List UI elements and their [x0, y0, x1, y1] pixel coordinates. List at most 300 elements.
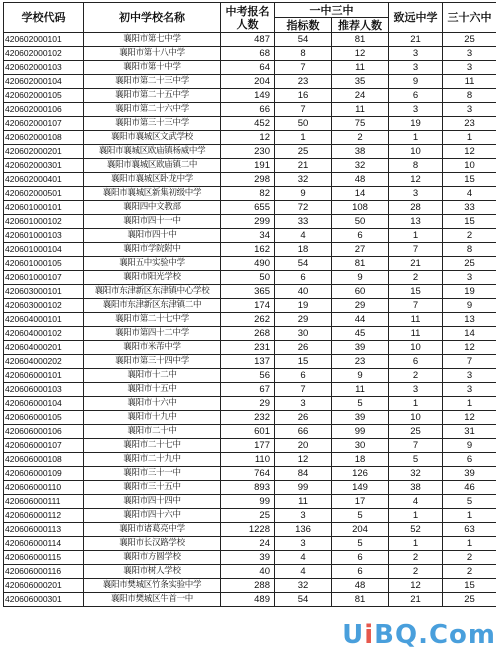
school-name-cell: 襄阳市三十一中	[84, 467, 221, 481]
school-code-cell: 420602000301	[4, 159, 84, 173]
school-code-cell: 420604000102	[4, 327, 84, 341]
recommend-cell: 75	[332, 117, 389, 131]
recommend-cell: 6	[332, 229, 389, 243]
quota-cell: 29	[275, 313, 332, 327]
table-row	[4, 47, 497, 61]
zhiyuan-cell: 10	[389, 411, 443, 425]
recommend-cell: 11	[332, 103, 389, 117]
school-36-cell: 5	[443, 495, 497, 509]
applicants-cell: 174	[221, 299, 275, 313]
school-name-cell: 襄阳市第二十五中学	[84, 89, 221, 103]
school-code-cell: 420606000111	[4, 495, 84, 509]
applicants-cell: 137	[221, 355, 275, 369]
recommend-cell: 81	[332, 593, 389, 607]
recommend-cell: 60	[332, 285, 389, 299]
school-name-cell: 襄阳市第二十六中学	[84, 103, 221, 117]
applicants-cell: 56	[221, 369, 275, 383]
quota-cell: 54	[275, 593, 332, 607]
school-code-cell: 420604000201	[4, 341, 84, 355]
school-code-cell: 420606000114	[4, 537, 84, 551]
recommend-cell: 44	[332, 313, 389, 327]
school-code-cell: 420602000103	[4, 61, 84, 75]
school-code-cell: 420602000108	[4, 131, 84, 145]
quota-cell: 32	[275, 579, 332, 593]
recommend-cell: 126	[332, 467, 389, 481]
applicants-cell: 298	[221, 173, 275, 187]
quota-cell: 3	[275, 397, 332, 411]
recommend-cell: 11	[332, 61, 389, 75]
table-row	[4, 159, 497, 173]
applicants-cell: 365	[221, 285, 275, 299]
table-row	[4, 369, 497, 383]
quota-cell: 66	[275, 425, 332, 439]
school-36-cell: 6	[443, 453, 497, 467]
school-name-cell: 襄阳市方圆学校	[84, 551, 221, 565]
recommend-cell: 9	[332, 369, 389, 383]
applicants-cell: 1228	[221, 523, 275, 537]
zhiyuan-cell: 1	[389, 537, 443, 551]
school-name-cell: 襄阳市第十八中学	[84, 47, 221, 61]
school-36-cell: 19	[443, 285, 497, 299]
recommend-cell: 48	[332, 579, 389, 593]
school-name-cell: 襄阳市十五中	[84, 383, 221, 397]
table-row	[4, 495, 497, 509]
zhiyuan-cell: 6	[389, 89, 443, 103]
zhiyuan-cell: 6	[389, 355, 443, 369]
quota-cell: 32	[275, 173, 332, 187]
header-yizhong-sanzhong: 一中三中	[275, 3, 389, 18]
recommend-cell: 81	[332, 33, 389, 47]
quota-cell: 9	[275, 187, 332, 201]
recommend-cell: 204	[332, 523, 389, 537]
school-name-cell: 襄阳市四十中	[84, 229, 221, 243]
table-row	[4, 523, 497, 537]
school-code-cell: 420602000101	[4, 33, 84, 47]
zhiyuan-cell: 7	[389, 243, 443, 257]
applicants-cell: 68	[221, 47, 275, 61]
zhiyuan-cell: 5	[389, 453, 443, 467]
zhiyuan-cell: 1	[389, 229, 443, 243]
recommend-cell: 45	[332, 327, 389, 341]
quota-cell: 26	[275, 411, 332, 425]
school-36-cell: 15	[443, 173, 497, 187]
school-36-cell: 9	[443, 439, 497, 453]
school-36-cell: 9	[443, 299, 497, 313]
applicants-cell: 299	[221, 215, 275, 229]
school-36-cell: 3	[443, 369, 497, 383]
school-name-cell: 襄阳市二十七中	[84, 439, 221, 453]
table-row	[4, 313, 497, 327]
recommend-cell: 2	[332, 131, 389, 145]
applicants-cell: 82	[221, 187, 275, 201]
recommend-cell: 32	[332, 159, 389, 173]
quota-cell: 3	[275, 537, 332, 551]
table-row	[4, 355, 497, 369]
school-code-cell: 420603000102	[4, 299, 84, 313]
recommend-cell: 149	[332, 481, 389, 495]
recommend-cell: 27	[332, 243, 389, 257]
school-36-cell: 8	[443, 243, 497, 257]
table-row	[4, 215, 497, 229]
applicants-cell: 764	[221, 467, 275, 481]
applicants-cell: 893	[221, 481, 275, 495]
zhiyuan-cell: 52	[389, 523, 443, 537]
header-school-code: 学校代码	[4, 3, 84, 33]
applicants-cell: 67	[221, 383, 275, 397]
school-code-cell: 420602000501	[4, 187, 84, 201]
quota-cell: 84	[275, 467, 332, 481]
school-36-cell: 63	[443, 523, 497, 537]
applicants-cell: 204	[221, 75, 275, 89]
recommend-cell: 24	[332, 89, 389, 103]
applicants-cell: 490	[221, 257, 275, 271]
school-36-cell: 15	[443, 579, 497, 593]
school-36-cell: 12	[443, 341, 497, 355]
applicants-cell: 39	[221, 551, 275, 565]
zhiyuan-cell: 3	[389, 383, 443, 397]
school-code-cell: 420606000110	[4, 481, 84, 495]
school-code-cell: 420606000301	[4, 593, 84, 607]
school-code-cell: 420602000106	[4, 103, 84, 117]
table-row	[4, 201, 497, 215]
school-name-cell: 襄阳市十二中	[84, 369, 221, 383]
zhiyuan-cell: 2	[389, 565, 443, 579]
recommend-cell: 50	[332, 215, 389, 229]
school-code-cell: 420601000105	[4, 257, 84, 271]
school-name-cell: 襄阳市诸葛亮中学	[84, 523, 221, 537]
school-code-cell: 420602000102	[4, 47, 84, 61]
quota-cell: 3	[275, 509, 332, 523]
table-row	[4, 257, 497, 271]
table-row	[4, 383, 497, 397]
school-code-cell: 420604000202	[4, 355, 84, 369]
zhiyuan-cell: 21	[389, 257, 443, 271]
quota-cell: 40	[275, 285, 332, 299]
school-name-cell: 襄阳市襄城区文武学校	[84, 131, 221, 145]
school-36-cell: 2	[443, 565, 497, 579]
school-36-cell: 13	[443, 313, 497, 327]
school-36-cell: 1	[443, 537, 497, 551]
school-name-cell: 襄阳市第三十三中学	[84, 117, 221, 131]
quota-cell: 26	[275, 341, 332, 355]
quota-cell: 8	[275, 47, 332, 61]
school-code-cell: 420606000108	[4, 453, 84, 467]
zhiyuan-cell: 11	[389, 327, 443, 341]
school-code-cell: 420606000105	[4, 411, 84, 425]
quota-cell: 18	[275, 243, 332, 257]
quota-cell: 54	[275, 33, 332, 47]
quota-cell: 136	[275, 523, 332, 537]
applicants-cell: 12	[221, 131, 275, 145]
school-name-cell: 襄阳市十六中	[84, 397, 221, 411]
school-name-cell: 襄阳市学院附中	[84, 243, 221, 257]
applicants-cell: 489	[221, 593, 275, 607]
school-36-cell: 1	[443, 397, 497, 411]
table-row	[4, 187, 497, 201]
school-name-cell: 襄阳市襄城区新集初级中学	[84, 187, 221, 201]
school-name-cell: 襄阳市樊城区竹条实验中学	[84, 579, 221, 593]
table-row	[4, 229, 497, 243]
applicants-cell: 262	[221, 313, 275, 327]
recommend-cell: 39	[332, 411, 389, 425]
applicants-cell: 177	[221, 439, 275, 453]
quota-cell: 4	[275, 565, 332, 579]
table-row	[4, 551, 497, 565]
school-name-cell: 襄阳市第四十二中学	[84, 327, 221, 341]
recommend-cell: 35	[332, 75, 389, 89]
table-row	[4, 593, 497, 607]
recommend-cell: 11	[332, 383, 389, 397]
school-code-cell: 420606000113	[4, 523, 84, 537]
recommend-cell: 108	[332, 201, 389, 215]
school-36-cell: 11	[443, 75, 497, 89]
header-school-name: 初中学校名称	[84, 3, 221, 33]
quota-cell: 54	[275, 257, 332, 271]
header-zhiyuan: 致远中学	[389, 3, 443, 33]
recommend-cell: 23	[332, 355, 389, 369]
table-row	[4, 537, 497, 551]
school-name-cell: 襄阳市长汉路学校	[84, 537, 221, 551]
applicants-cell: 99	[221, 495, 275, 509]
applicants-cell: 24	[221, 537, 275, 551]
school-name-cell: 襄阳市第二十七中学	[84, 313, 221, 327]
recommend-cell: 18	[332, 453, 389, 467]
header-recommend: 推荐人数	[332, 18, 389, 33]
school-code-cell: 420606000101	[4, 369, 84, 383]
recommend-cell: 99	[332, 425, 389, 439]
table-body	[4, 33, 497, 607]
school-name-cell: 襄阳市米芾中学	[84, 341, 221, 355]
school-36-cell: 4	[443, 187, 497, 201]
school-name-cell: 襄阳市襄城区卧龙中学	[84, 173, 221, 187]
zhiyuan-cell: 10	[389, 145, 443, 159]
zhiyuan-cell: 25	[389, 425, 443, 439]
table-row	[4, 173, 497, 187]
score-quota-table-sheet	[3, 2, 496, 654]
quota-cell: 7	[275, 61, 332, 75]
zhiyuan-cell: 4	[389, 495, 443, 509]
school-code-cell: 420601000102	[4, 215, 84, 229]
zhiyuan-cell: 3	[389, 61, 443, 75]
school-36-cell: 2	[443, 551, 497, 565]
table-row	[4, 131, 497, 145]
school-code-cell: 420606000106	[4, 425, 84, 439]
school-name-cell: 襄阳市树人学校	[84, 565, 221, 579]
school-name-cell: 襄阳市樊城区牛首一中	[84, 593, 221, 607]
school-36-cell: 23	[443, 117, 497, 131]
school-code-cell: 420606000107	[4, 439, 84, 453]
applicants-cell: 64	[221, 61, 275, 75]
school-code-cell: 420606000112	[4, 509, 84, 523]
table-row	[4, 327, 497, 341]
applicants-cell: 452	[221, 117, 275, 131]
header-quota: 指标数	[275, 18, 332, 33]
table-row	[4, 411, 497, 425]
school-36-cell: 46	[443, 481, 497, 495]
watermark-suffix: BQ.Com	[374, 620, 496, 650]
school-code-cell: 420601000104	[4, 243, 84, 257]
table-row	[4, 439, 497, 453]
recommend-cell: 5	[332, 537, 389, 551]
applicants-cell: 34	[221, 229, 275, 243]
applicants-cell: 40	[221, 565, 275, 579]
recommend-cell: 48	[332, 173, 389, 187]
quota-cell: 4	[275, 551, 332, 565]
quota-cell: 30	[275, 327, 332, 341]
quota-cell: 6	[275, 271, 332, 285]
quota-cell: 99	[275, 481, 332, 495]
school-36-cell: 14	[443, 327, 497, 341]
school-quota-table	[3, 2, 496, 607]
quota-cell: 1	[275, 131, 332, 145]
school-name-cell: 襄阳市第十中学	[84, 61, 221, 75]
quota-cell: 25	[275, 145, 332, 159]
zhiyuan-cell: 7	[389, 439, 443, 453]
school-name-cell: 襄阳市四十四中	[84, 495, 221, 509]
school-36-cell: 8	[443, 89, 497, 103]
quota-cell: 33	[275, 215, 332, 229]
school-name-cell: 襄阳市襄城区欧庙镇杨威中学	[84, 145, 221, 159]
recommend-cell: 6	[332, 551, 389, 565]
school-36-cell: 25	[443, 593, 497, 607]
applicants-cell: 149	[221, 89, 275, 103]
zhiyuan-cell: 3	[389, 47, 443, 61]
zhiyuan-cell: 2	[389, 551, 443, 565]
quota-cell: 16	[275, 89, 332, 103]
school-36-cell: 10	[443, 159, 497, 173]
school-36-cell: 1	[443, 509, 497, 523]
zhiyuan-cell: 13	[389, 215, 443, 229]
zhiyuan-cell: 1	[389, 397, 443, 411]
school-36-cell: 25	[443, 33, 497, 47]
school-code-cell: 420606000115	[4, 551, 84, 565]
recommend-cell: 39	[332, 341, 389, 355]
recommend-cell: 38	[332, 145, 389, 159]
table-row	[4, 481, 497, 495]
zhiyuan-cell: 8	[389, 159, 443, 173]
school-code-cell: 420606000201	[4, 579, 84, 593]
applicants-cell: 288	[221, 579, 275, 593]
recommend-cell: 17	[332, 495, 389, 509]
quota-cell: 7	[275, 103, 332, 117]
quota-cell: 11	[275, 495, 332, 509]
zhiyuan-cell: 3	[389, 103, 443, 117]
school-code-cell: 420606000103	[4, 383, 84, 397]
applicants-cell: 25	[221, 509, 275, 523]
zhiyuan-cell: 21	[389, 33, 443, 47]
school-name-cell: 襄阳市三十五中	[84, 481, 221, 495]
quota-cell: 4	[275, 229, 332, 243]
applicants-cell: 232	[221, 411, 275, 425]
table-row	[4, 61, 497, 75]
table-header	[4, 3, 497, 33]
school-name-cell: 襄阳市东津新区东津镇二中	[84, 299, 221, 313]
zhiyuan-cell: 2	[389, 369, 443, 383]
recommend-cell: 5	[332, 509, 389, 523]
applicants-cell: 162	[221, 243, 275, 257]
recommend-cell: 81	[332, 257, 389, 271]
school-36-cell: 15	[443, 215, 497, 229]
school-36-cell: 7	[443, 355, 497, 369]
school-name-cell: 襄阳市第三十四中学	[84, 355, 221, 369]
quota-cell: 12	[275, 453, 332, 467]
table-row	[4, 243, 497, 257]
school-name-cell: 襄阳市十九中	[84, 411, 221, 425]
school-36-cell: 3	[443, 47, 497, 61]
table-row	[4, 103, 497, 117]
table-row	[4, 579, 497, 593]
zhiyuan-cell: 21	[389, 593, 443, 607]
table-row	[4, 509, 497, 523]
applicants-cell: 231	[221, 341, 275, 355]
recommend-cell: 9	[332, 271, 389, 285]
school-36-cell: 12	[443, 145, 497, 159]
school-36-cell: 33	[443, 201, 497, 215]
school-36-cell: 39	[443, 467, 497, 481]
table-row	[4, 565, 497, 579]
quota-cell: 6	[275, 369, 332, 383]
school-36-cell: 3	[443, 61, 497, 75]
table-row	[4, 117, 497, 131]
header-school-36: 三十六中	[443, 3, 497, 33]
school-code-cell: 420602000401	[4, 173, 84, 187]
header-applicants: 中考报名人数	[221, 3, 275, 33]
school-name-cell: 襄阳市四十一中	[84, 215, 221, 229]
zhiyuan-cell: 3	[389, 187, 443, 201]
school-name-cell: 襄阳五中实验中学	[84, 257, 221, 271]
recommend-cell: 14	[332, 187, 389, 201]
school-code-cell: 420601000107	[4, 271, 84, 285]
school-code-cell: 420602000105	[4, 89, 84, 103]
school-name-cell: 襄阳市襄城区欧庙镇二中	[84, 159, 221, 173]
school-36-cell: 3	[443, 103, 497, 117]
school-36-cell: 3	[443, 383, 497, 397]
applicants-cell: 655	[221, 201, 275, 215]
school-36-cell: 25	[443, 257, 497, 271]
zhiyuan-cell: 1	[389, 509, 443, 523]
table-row	[4, 453, 497, 467]
table-row	[4, 397, 497, 411]
quota-cell: 7	[275, 383, 332, 397]
quota-cell: 21	[275, 159, 332, 173]
school-36-cell: 12	[443, 411, 497, 425]
applicants-cell: 110	[221, 453, 275, 467]
school-36-cell: 1	[443, 131, 497, 145]
table-row	[4, 285, 497, 299]
quota-cell: 20	[275, 439, 332, 453]
recommend-cell: 5	[332, 397, 389, 411]
school-name-cell: 襄阳市第七中学	[84, 33, 221, 47]
zhiyuan-cell: 38	[389, 481, 443, 495]
school-code-cell: 420606000116	[4, 565, 84, 579]
recommend-cell: 30	[332, 439, 389, 453]
table-row	[4, 467, 497, 481]
applicants-cell: 29	[221, 397, 275, 411]
zhiyuan-cell: 12	[389, 173, 443, 187]
zhiyuan-cell: 11	[389, 313, 443, 327]
zhiyuan-cell: 9	[389, 75, 443, 89]
school-code-cell: 420606000109	[4, 467, 84, 481]
school-name-cell: 襄阳市二十中	[84, 425, 221, 439]
applicants-cell: 66	[221, 103, 275, 117]
recommend-cell: 6	[332, 565, 389, 579]
school-code-cell: 420601000103	[4, 229, 84, 243]
applicants-cell: 191	[221, 159, 275, 173]
table-row	[4, 145, 497, 159]
zhiyuan-cell: 1	[389, 131, 443, 145]
quota-cell: 72	[275, 201, 332, 215]
school-name-cell: 襄阳市阳光学校	[84, 271, 221, 285]
